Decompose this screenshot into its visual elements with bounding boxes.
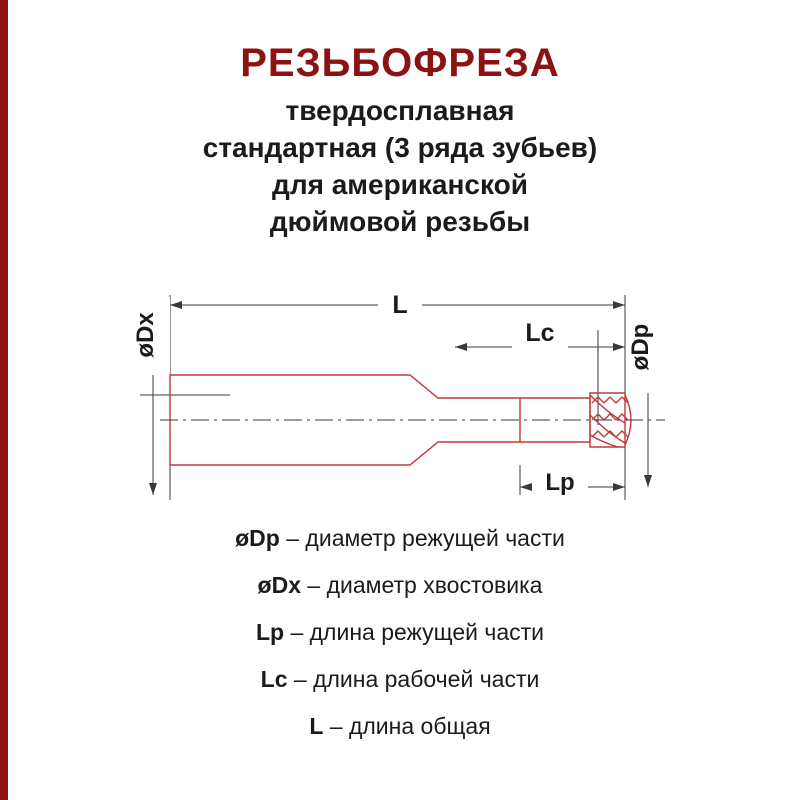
label-cutting-diameter: øDp	[627, 323, 654, 371]
label-cutting-length: Lp	[545, 469, 575, 496]
legend-symbol: Lc	[260, 666, 288, 692]
list-item	[0, 562, 800, 609]
label-working-length: Lc	[525, 319, 555, 347]
legend-dash: –	[329, 713, 343, 739]
legend-symbol: Lp	[255, 619, 285, 645]
label-total-length: L	[392, 291, 408, 319]
legend-list	[0, 515, 800, 750]
legend-dash: –	[293, 666, 307, 692]
legend-text: длина общая	[348, 713, 491, 739]
legend-dash: –	[290, 619, 304, 645]
dimension-cutting-length	[520, 469, 625, 497]
legend-text: длина режущей части	[309, 619, 545, 645]
tool-diagram	[120, 275, 680, 515]
page-title: РЕЗЬБОФРЕЗА	[240, 41, 560, 85]
list-item	[0, 656, 800, 703]
legend-text: длина рабочей части	[313, 666, 540, 692]
dimension-cutting-diameter	[627, 311, 664, 487]
legend-text: диаметр хвостовика	[326, 572, 543, 598]
subtitle-line-4: дюймовой резьбы	[269, 206, 531, 237]
list-item	[0, 609, 800, 656]
label-shank-diameter: øDx	[132, 312, 159, 358]
subtitle-line-3: для американской	[272, 169, 528, 200]
subtitle-line-1: твердосплавная	[285, 95, 515, 126]
list-item	[0, 703, 800, 750]
legend-text: диаметр режущей части	[305, 525, 565, 551]
legend-dash: –	[307, 572, 321, 598]
title-block	[0, 40, 800, 240]
legend-symbol: øDp	[235, 525, 280, 551]
tool-diagram-svg	[120, 275, 680, 515]
legend-dash: –	[286, 525, 300, 551]
dimension-total-length	[170, 291, 625, 319]
list-item	[0, 515, 800, 562]
legend-symbol: øDx	[257, 572, 301, 598]
dimension-working-length	[455, 319, 625, 351]
subtitle-line-2: стандартная (3 ряда зубьев)	[202, 132, 598, 163]
legend-symbol: L	[309, 713, 324, 739]
page-subtitle	[0, 92, 800, 240]
